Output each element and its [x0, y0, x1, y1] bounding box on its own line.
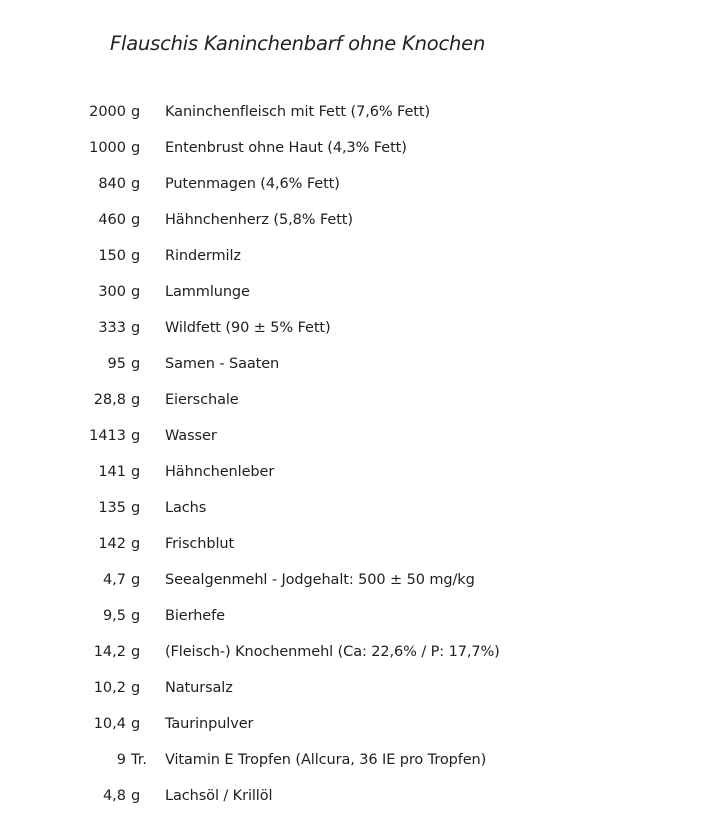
ingredient-unit: g	[131, 176, 141, 192]
ingredient-row	[0, 641, 702, 677]
ingredient-unit: g	[131, 608, 141, 624]
ingredient-row	[0, 461, 702, 497]
ingredient-quantity: 14,2	[93, 644, 126, 660]
ingredient-unit: g	[131, 140, 141, 156]
ingredient-row	[0, 713, 702, 749]
ingredient-quantity: 460	[98, 212, 126, 228]
ingredient-row	[0, 245, 702, 281]
ingredient-quantity: 1000	[89, 140, 126, 156]
ingredient-name: Lammlunge	[165, 284, 250, 300]
ingredient-name: Hähnchenleber	[165, 464, 275, 480]
ingredient-name: Entenbrust ohne Haut (4,3% Fett)	[165, 140, 407, 156]
ingredient-quantity: 10,2	[93, 680, 126, 696]
ingredient-quantity: 10,4	[93, 716, 126, 732]
ingredient-name: Natursalz	[165, 680, 233, 696]
ingredient-unit: g	[131, 716, 141, 732]
ingredient-unit: g	[131, 320, 141, 336]
ingredient-unit: g	[131, 212, 141, 228]
ingredient-name: Taurinpulver	[165, 716, 254, 732]
document-title: Flauschis Kaninchenbarf ohne Knochen	[110, 32, 486, 55]
ingredient-quantity: 2000	[89, 104, 126, 120]
ingredient-quantity: 142	[98, 536, 126, 552]
ingredient-name: Wildfett (90 ± 5% Fett)	[165, 320, 331, 336]
ingredient-unit: g	[131, 536, 141, 552]
ingredient-quantity: 9	[116, 752, 126, 768]
ingredient-name: Frischblut	[165, 536, 235, 552]
ingredient-quantity: 141	[98, 464, 126, 480]
ingredient-name: Wasser	[165, 428, 217, 444]
ingredient-name: Hähnchenherz (5,8% Fett)	[165, 212, 353, 228]
ingredient-name: (Fleisch-) Knochenmehl (Ca: 22,6% / P: 17,7%)	[165, 644, 500, 660]
ingredient-quantity: 4,8	[102, 788, 126, 804]
ingredient-unit: g	[131, 356, 141, 372]
ingredient-name: Kaninchenfleisch mit Fett (7,6% Fett)	[165, 104, 431, 120]
ingredient-unit: g	[131, 500, 141, 516]
ingredient-row	[0, 101, 702, 137]
ingredient-unit: g	[131, 464, 141, 480]
ingredient-name: Lachs	[165, 500, 207, 516]
ingredient-unit: g	[131, 572, 141, 588]
ingredient-name: Rindermilz	[165, 248, 241, 264]
ingredient-unit: g	[131, 104, 141, 120]
ingredient-name: Putenmagen (4,6% Fett)	[165, 176, 340, 192]
ingredient-quantity: 135	[98, 500, 126, 516]
ingredient-quantity: 300	[98, 284, 126, 300]
ingredient-row	[0, 389, 702, 425]
ingredient-quantity: 840	[98, 176, 126, 192]
ingredient-row	[0, 605, 702, 641]
ingredient-row	[0, 569, 702, 605]
ingredient-quantity: 4,7	[102, 572, 126, 588]
ingredient-list	[0, 101, 702, 821]
ingredient-row	[0, 353, 702, 389]
ingredient-quantity: 150	[98, 248, 126, 264]
ingredient-unit: g	[131, 680, 141, 696]
ingredient-row	[0, 677, 702, 713]
ingredient-quantity: 9,5	[102, 608, 126, 624]
ingredient-quantity: 1413	[89, 428, 126, 444]
ingredient-row	[0, 785, 702, 821]
ingredient-unit: g	[131, 428, 141, 444]
ingredient-row	[0, 209, 702, 245]
ingredient-unit: g	[131, 788, 141, 804]
ingredient-row	[0, 173, 702, 209]
ingredient-quantity: 333	[98, 320, 126, 336]
ingredient-unit: g	[131, 392, 141, 408]
ingredient-unit: g	[131, 284, 141, 300]
ingredient-row	[0, 533, 702, 569]
ingredient-row	[0, 749, 702, 785]
ingredient-name: Vitamin E Tropfen (Allcura, 36 IE pro Tropfen)	[165, 752, 487, 768]
ingredient-unit: g	[131, 248, 141, 264]
ingredient-name: Seealgenmehl - Jodgehalt: 500 ± 50 mg/kg	[165, 572, 475, 588]
ingredient-row	[0, 137, 702, 173]
ingredient-row	[0, 425, 702, 461]
ingredient-row	[0, 497, 702, 533]
ingredient-quantity: 28,8	[93, 392, 126, 408]
ingredient-unit: Tr.	[131, 752, 147, 768]
ingredient-quantity: 95	[107, 356, 126, 372]
ingredient-unit: g	[131, 644, 141, 660]
ingredient-row	[0, 281, 702, 317]
ingredient-name: Eierschale	[165, 392, 239, 408]
ingredient-row	[0, 317, 702, 353]
ingredient-name: Samen - Saaten	[165, 356, 280, 372]
ingredient-name: Lachsöl / Krillöl	[165, 788, 273, 804]
ingredient-name: Bierhefe	[165, 608, 225, 624]
